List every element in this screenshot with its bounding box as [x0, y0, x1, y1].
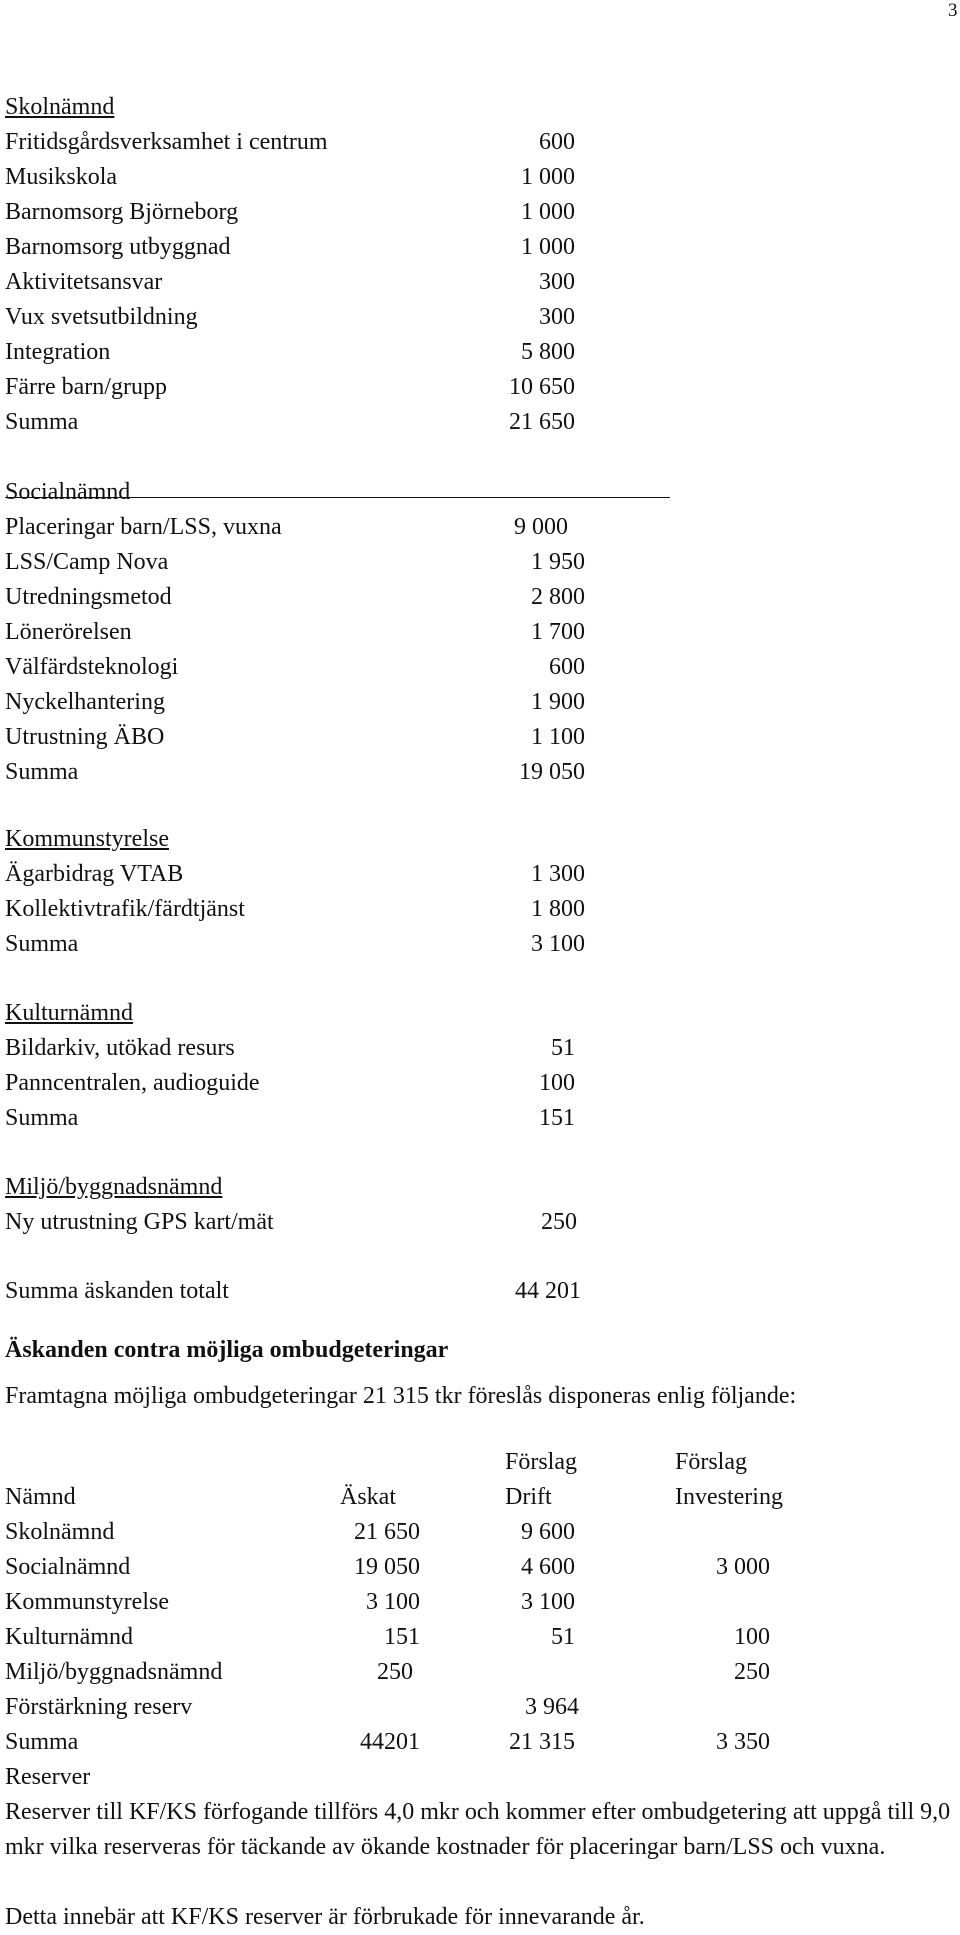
list-item	[5, 1101, 575, 1136]
list-item	[5, 510, 585, 545]
item-value: 151	[539, 1105, 575, 1131]
item-label: Kollektivtrafik/färdtjänst	[5, 896, 245, 922]
item-label: Välfärdsteknologi	[5, 654, 179, 680]
item-value: 1 000	[521, 164, 575, 190]
table-header-top	[5, 1445, 955, 1480]
table-cell: 4 600	[521, 1554, 575, 1580]
total-value: 44 201	[515, 1278, 581, 1304]
section-heading: Kulturnämnd	[5, 1000, 133, 1026]
item-value: 2 800	[531, 584, 585, 610]
item-label: Lönerörelsen	[5, 619, 132, 645]
item-value: 1 100	[531, 724, 585, 750]
item-label: Musikskola	[5, 164, 118, 190]
table-cell: 250	[377, 1659, 413, 1685]
table-cell: 44201	[360, 1729, 420, 1755]
section-heading: Kommunstyrelse	[5, 826, 169, 852]
reserver-text-2: Detta innebär att KF/KS reserver är förbrukade för innevarande år.	[5, 1904, 645, 1930]
item-label: Summa	[5, 1105, 79, 1131]
table-cell: 250	[734, 1659, 770, 1685]
reserver-heading: Reserver	[5, 1764, 91, 1790]
item-label: Ny utrustning GPS kart/mät	[5, 1209, 274, 1235]
item-value: 600	[539, 129, 575, 155]
table-cell: Miljö/byggnadsnämnd	[5, 1659, 223, 1685]
item-label: Utredningsmetod	[5, 584, 172, 610]
table-cell: 9 600	[521, 1519, 575, 1545]
item-label: Nyckelhantering	[5, 689, 165, 715]
item-label: Placeringar barn/LSS, vuxna	[5, 514, 282, 540]
list-item	[5, 755, 585, 790]
table-cell: 3 000	[716, 1554, 770, 1580]
section-heading: Socialnämnd	[5, 479, 131, 505]
list-item	[5, 1205, 577, 1240]
item-value: 19 050	[519, 759, 585, 785]
comparison-intro: Framtagna möjliga ombudgeteringar 21 315 tkr föreslås disponeras enlig följande:	[5, 1383, 797, 1409]
item-label: Barnomsorg utbyggnad	[5, 234, 231, 260]
table-row	[5, 1550, 955, 1585]
table-cell: Kommunstyrelse	[5, 1589, 169, 1615]
item-value: 100	[539, 1070, 575, 1096]
table-row	[5, 1655, 955, 1690]
table-cell: Socialnämnd	[5, 1554, 131, 1580]
item-value: 3 100	[531, 931, 585, 957]
item-value: 1 000	[521, 234, 575, 260]
table-cell: Kulturnämnd	[5, 1624, 133, 1650]
section-kommunstyrelse	[5, 822, 585, 962]
item-label: LSS/Camp Nova	[5, 549, 169, 575]
list-item	[5, 545, 585, 580]
item-value: 600	[549, 654, 585, 680]
item-label: Summa	[5, 409, 79, 435]
section-skolnamnd	[5, 90, 575, 440]
total-label: Summa äskanden totalt	[5, 1278, 229, 1304]
table-row	[5, 1515, 955, 1550]
table-cell: 21 315	[509, 1729, 575, 1755]
item-value: 250	[541, 1209, 577, 1235]
item-value: 1 900	[531, 689, 585, 715]
item-value: 9 000	[514, 514, 568, 540]
list-item	[5, 125, 575, 160]
list-item	[5, 370, 575, 405]
column-header: Äskat	[340, 1484, 396, 1510]
item-value: 5 800	[521, 339, 575, 365]
list-item	[5, 892, 585, 927]
list-item	[5, 685, 585, 720]
list-item	[5, 927, 585, 962]
table-cell: 51	[551, 1624, 575, 1650]
list-item	[5, 335, 575, 370]
comparison-heading: Äskanden contra möjliga ombudgeteringar	[5, 1337, 449, 1363]
item-label: Aktivitetsansvar	[5, 269, 163, 295]
item-value: 1 300	[531, 861, 585, 887]
item-value: 1 950	[531, 549, 585, 575]
list-item	[5, 1066, 575, 1101]
list-item	[5, 580, 585, 615]
item-label: Färre barn/grupp	[5, 374, 167, 400]
table-row	[5, 1620, 955, 1655]
table-row	[5, 1585, 955, 1620]
item-label: Panncentralen, audioguide	[5, 1070, 260, 1096]
list-item	[5, 720, 585, 755]
column-header: Investering	[675, 1484, 783, 1510]
item-value: 1 000	[521, 199, 575, 225]
column-header: Drift	[505, 1484, 552, 1510]
table-cell: 151	[384, 1624, 420, 1650]
list-item	[5, 650, 585, 685]
list-item	[5, 1031, 575, 1066]
section-socialnamnd	[5, 475, 585, 790]
table-header	[5, 1480, 955, 1515]
list-item	[5, 230, 575, 265]
table-row	[5, 1690, 955, 1725]
list-item	[5, 195, 575, 230]
total-row	[5, 1274, 581, 1309]
item-label: Bildarkiv, utökad resurs	[5, 1035, 235, 1061]
item-label: Integration	[5, 339, 111, 365]
item-value: 51	[551, 1035, 575, 1061]
section-miljobyggnadsnamnd	[5, 1170, 577, 1240]
comparison-table	[5, 1445, 955, 1760]
list-item	[5, 160, 575, 195]
item-label: Summa	[5, 759, 79, 785]
table-cell: Förstärkning reserv	[5, 1694, 193, 1720]
column-header: Förslag	[675, 1449, 747, 1475]
table-cell: 21 650	[354, 1519, 420, 1545]
column-header: Förslag	[505, 1449, 577, 1475]
item-value: 1 800	[531, 896, 585, 922]
item-label: Utrustning ÄBO	[5, 724, 165, 750]
list-item	[5, 857, 585, 892]
item-label: Fritidsgårdsverksamhet i centrum	[5, 129, 328, 155]
list-item	[5, 615, 585, 650]
list-item	[5, 300, 575, 335]
table-cell: 3 100	[521, 1589, 575, 1615]
item-label: Ägarbidrag VTAB	[5, 861, 184, 887]
table-cell: 3 350	[716, 1729, 770, 1755]
item-label: Barnomsorg Björneborg	[5, 199, 239, 225]
item-value: 300	[539, 304, 575, 330]
page-number: 3	[948, 0, 958, 21]
list-item	[5, 265, 575, 300]
table-row	[5, 1725, 955, 1760]
table-cell: 3 964	[525, 1694, 579, 1720]
item-value: 21 650	[509, 409, 575, 435]
section-kulturnamnd	[5, 996, 575, 1136]
table-cell: Summa	[5, 1729, 79, 1755]
column-header: Nämnd	[5, 1484, 76, 1510]
section-heading: Miljö/byggnadsnämnd	[5, 1174, 223, 1200]
table-cell: 19 050	[354, 1554, 420, 1580]
table-cell: 3 100	[366, 1589, 420, 1615]
reserver-text: Reserver till KF/KS förfogande tillförs 4,0 mkr och kommer efter ombudgetering att uppgå till 9,0 mkr vilka reserveras för täckande av ökande kostnader för placeringar barn/LSS och vuxna.	[5, 1799, 951, 1860]
list-item	[5, 405, 575, 440]
item-label: Summa	[5, 931, 79, 957]
item-value: 1 700	[531, 619, 585, 645]
item-label: Vux svetsutbildning	[5, 304, 198, 330]
item-value: 300	[539, 269, 575, 295]
item-value: 10 650	[509, 374, 575, 400]
table-cell: 100	[734, 1624, 770, 1650]
table-cell: Skolnämnd	[5, 1519, 115, 1545]
section-heading: Skolnämnd	[5, 94, 115, 120]
